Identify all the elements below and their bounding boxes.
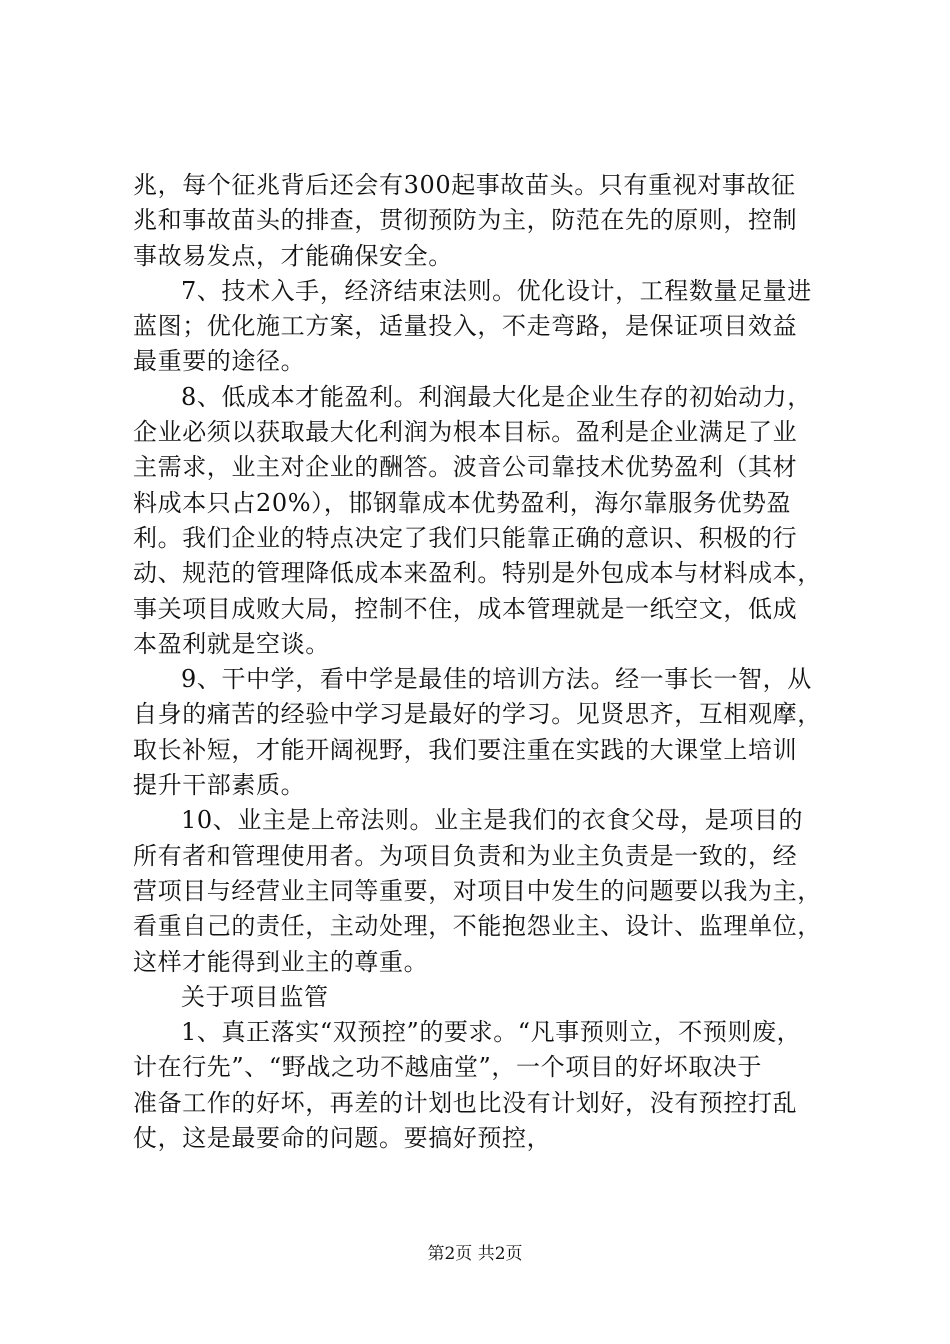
text-line: 本盈利就是空谈。 (133, 629, 330, 658)
text-line: 营项目与经营业主同等重要，对项目中发生的问题要以我为主， (133, 876, 822, 905)
text-line: 7、技术入手，经济结束法则。优化设计，工程数量足量进 (181, 276, 812, 305)
text-line: 取长补短，才能开阔视野，我们要注重在实践的大课堂上培训 (133, 735, 798, 764)
text-line: 兆和事故苗头的排查，贯彻预防为主，防范在先的原则，控制 (133, 206, 798, 235)
text-line: 10、业主是上帝法则。业主是我们的衣食父母，是项目的 (181, 806, 804, 835)
text-line: 看重自己的责任，主动处理，不能抱怨业主、设计、监理单位， (133, 912, 822, 941)
text-line: 主需求，业主对企业的酬答。波音公司靠技术优势盈利（其材 (133, 453, 798, 482)
text-line: 兆，每个征兆背后还会有300起事故苗头。只有重视对事故征 (133, 171, 796, 199)
text-line: 所有者和管理使用者。为项目负责和为业主负责是一致的，经 (133, 841, 798, 870)
text-line: 这样才能得到业主的尊重。 (133, 947, 429, 976)
text-line: 仗，这是最要命的问题。要搞好预控， (133, 1124, 552, 1153)
text-line: 关于项目监管 (181, 982, 329, 1011)
text-line: 准备工作的好坏，再差的计划也比没有计划好，没有预控打乱 (133, 1088, 798, 1117)
document-body (133, 168, 833, 1156)
text-line: 企业必须以获取最大化利润为根本目标。盈利是企业满足了业 (133, 418, 798, 447)
text-line: 提升干部素质。 (133, 771, 306, 800)
text-line: 料成本只占20%），邯钢靠成本优势盈利，海尔靠服务优势盈 (133, 488, 792, 517)
text-line: 计在行先”、“野战之功不越庙堂”，一个项目的好坏取决于 (133, 1053, 763, 1082)
text-line: 最重要的途径。 (133, 347, 306, 376)
page-footer: 第2页 共2页 (427, 1244, 523, 1264)
text-line: 事故易发点，才能确保安全。 (133, 241, 453, 270)
text-line: 1、真正落实“双预控”的要求。“凡事预则立，不预则废， (181, 1018, 802, 1047)
text-line: 事关项目成败大局，控制不住，成本管理就是一纸空文，低成 (133, 594, 798, 623)
text-line: 8、低成本才能盈利。利润最大化是企业生存的初始动力， (181, 382, 812, 411)
text-line: 9、干中学，看中学是最佳的培训方法。经一事长一智，从 (181, 665, 812, 694)
text-line: 自身的痛苦的经验中学习是最好的学习。见贤思齐，互相观摩， (133, 700, 822, 729)
text-line: 动、规范的管理降低成本来盈利。特别是外包成本与材料成本， (133, 559, 822, 588)
text-line: 利。我们企业的特点决定了我们只能靠正确的意识、积极的行 (133, 523, 798, 552)
text-line: 蓝图；优化施工方案，适量投入，不走弯路，是保证项目效益 (133, 312, 798, 341)
